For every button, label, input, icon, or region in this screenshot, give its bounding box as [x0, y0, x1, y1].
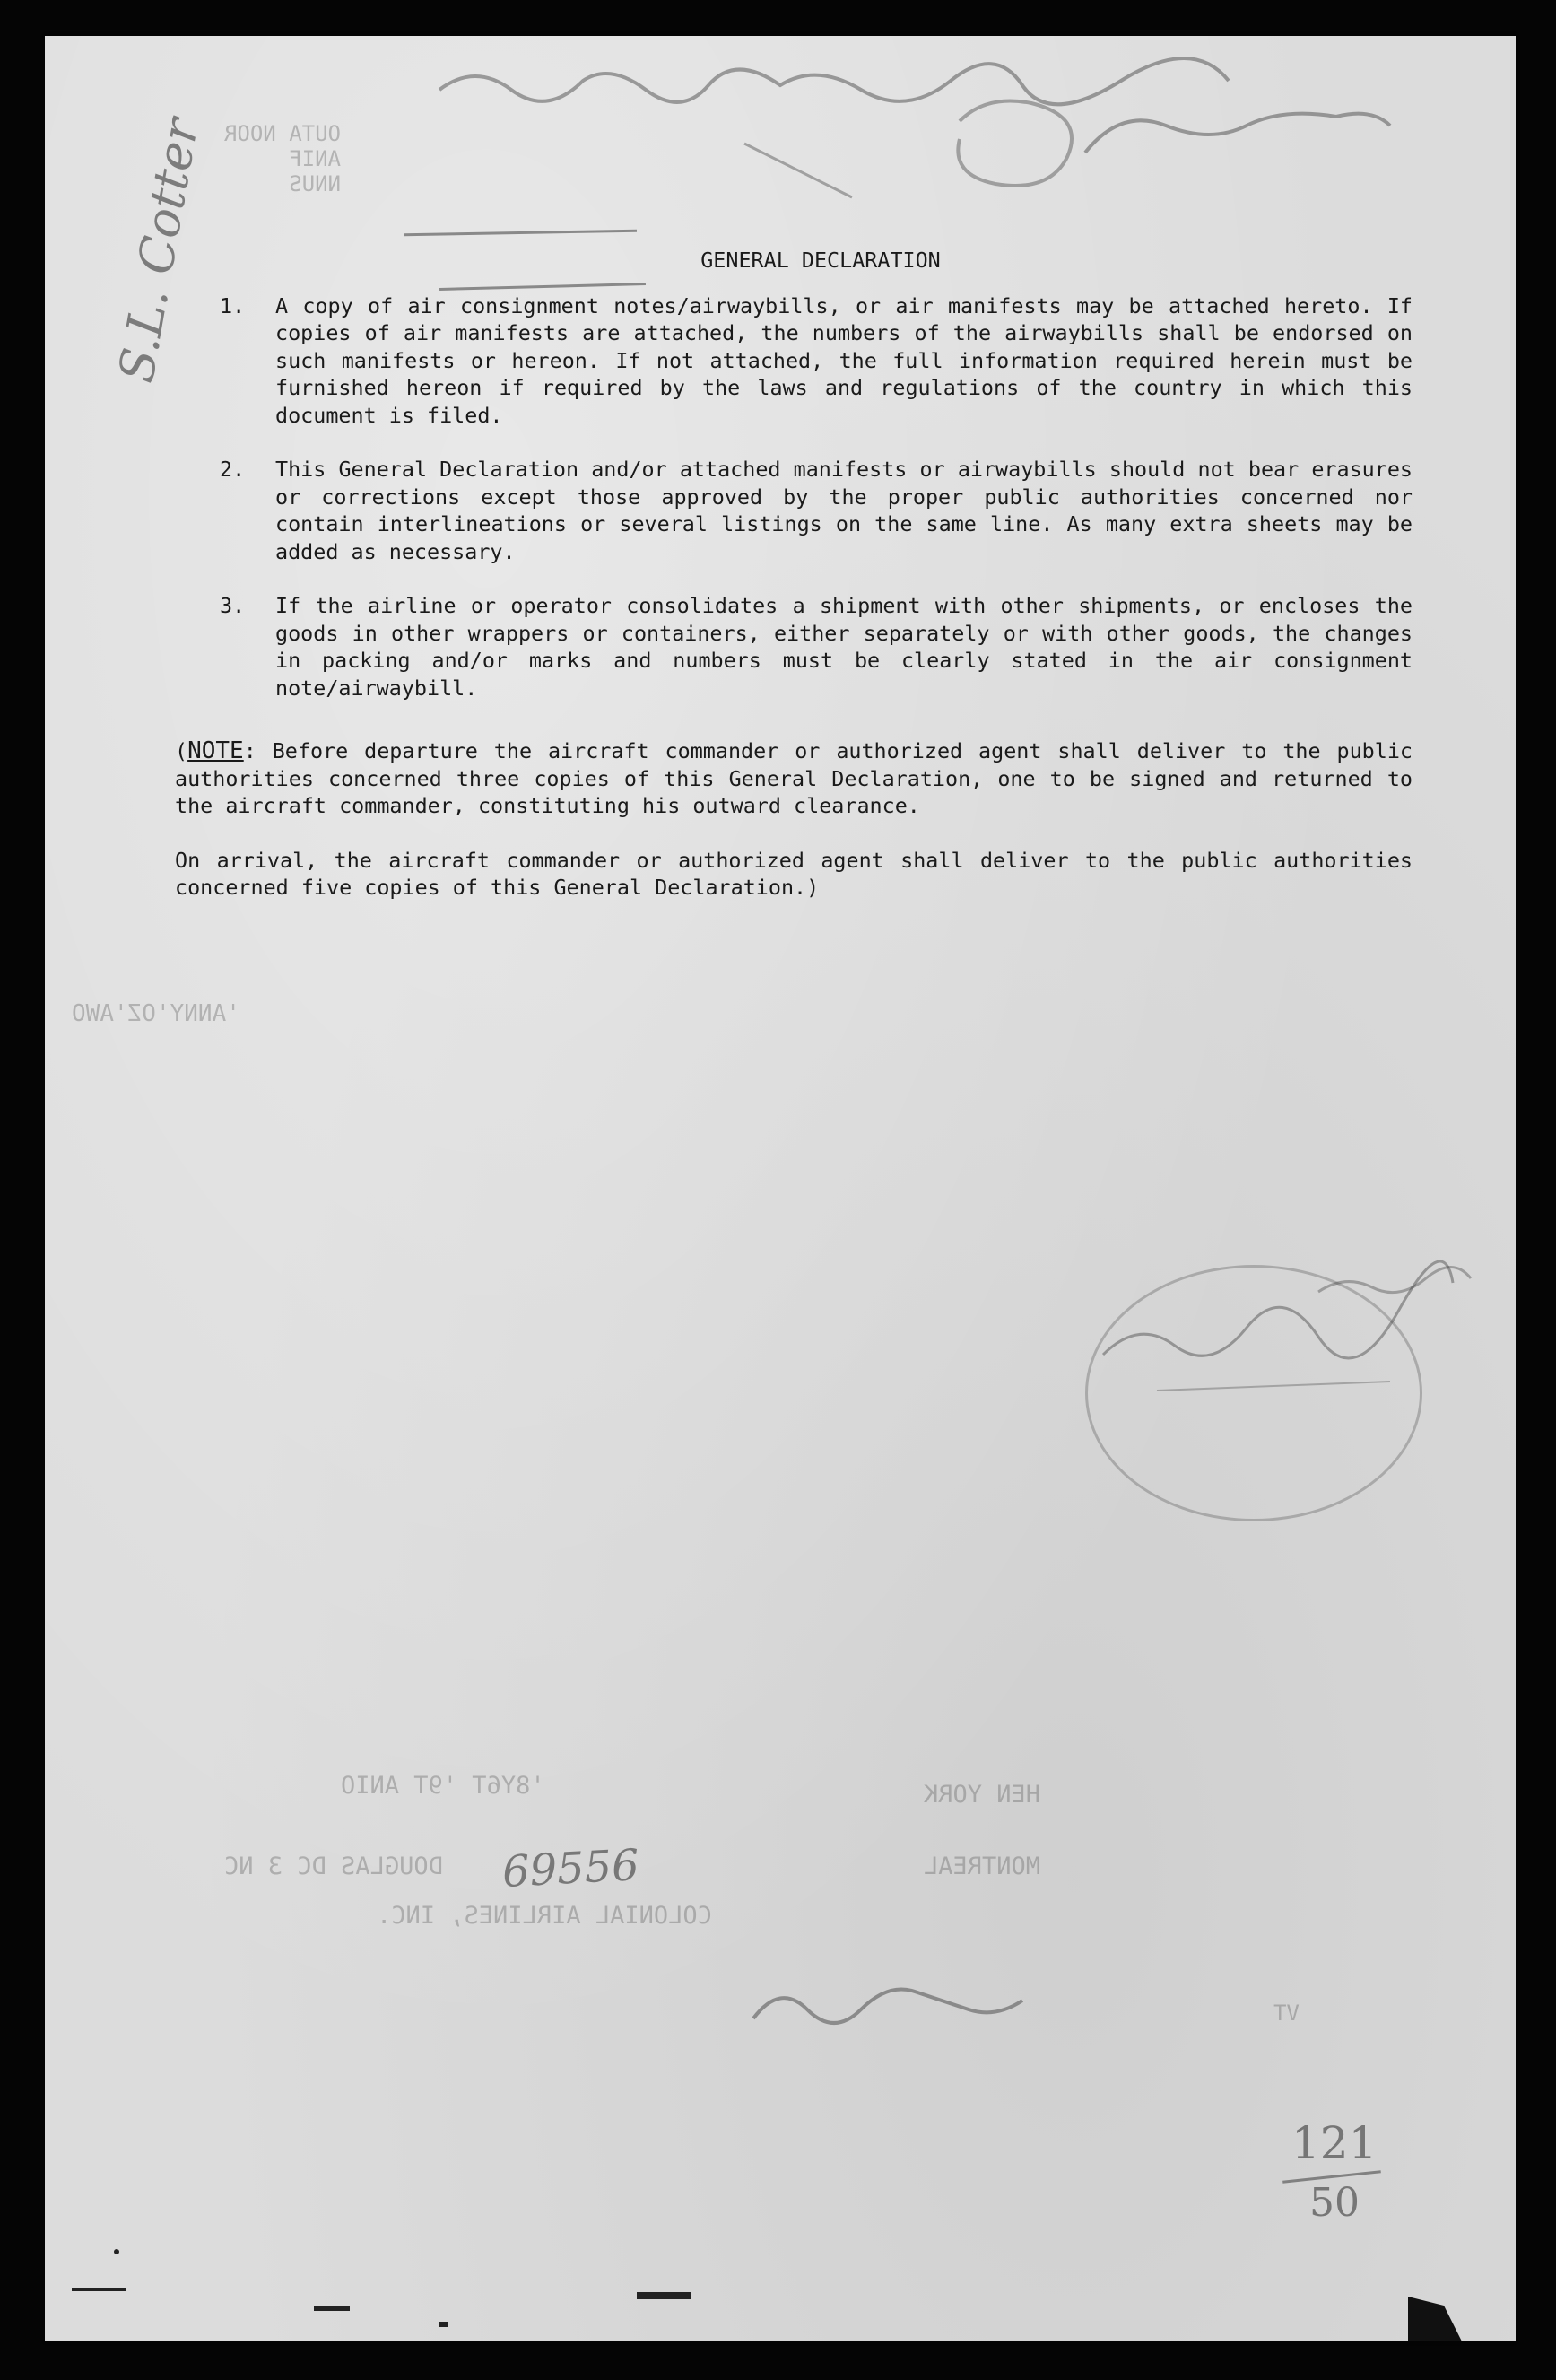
- list-item: [175, 592, 1413, 702]
- handwritten-number: 69556: [500, 1840, 641, 1897]
- signature-scribble: [422, 36, 1516, 242]
- item-number: 2.: [220, 457, 246, 482]
- note-text: : Before departure the aircraft commander or authorized agent shall deliver to the public authorities concerned three copies of this General Declaration, one to be signed and returned to the aircraft commander, constituting his outward clearance.: [175, 738, 1413, 818]
- page-title: GENERAL DECLARATION: [700, 248, 941, 273]
- item-text: This General Declaration and/or attached manifests or airwaybills should not bear erasures or corrections except those approved by the proper public authorities concerned nor contain interlineations or several listings on the same line. As many extra sheets may be added as necessary.: [275, 457, 1413, 564]
- scan-specks: [45, 2243, 1516, 2341]
- document-page: [45, 36, 1516, 2341]
- page-fraction-top: 121: [1291, 2117, 1378, 2169]
- item-number: 1.: [220, 292, 246, 318]
- arrival-paragraph: On arrival, the aircraft commander or authorized agent shall deliver to the public authorities concerned five copies of this General Declaration.): [175, 847, 1413, 900]
- bleed-through-text: DOUGLAS DC 3 NC: [224, 1853, 443, 1880]
- stamp-scribble: [1067, 1238, 1498, 1417]
- bleed-through-text: VT: [1273, 2001, 1300, 2026]
- note-label: NOTE: [187, 737, 244, 764]
- list-item: [175, 456, 1413, 565]
- bleed-through-text: COLONIAL AIRLINES, INC.: [377, 1902, 712, 1930]
- bleed-through-text: '8Y6T '9T ANIO: [341, 1772, 545, 1800]
- margin-handwriting: S.L. Cotter: [108, 114, 210, 387]
- list-item: [175, 292, 1413, 430]
- item-text: If the airline or operator consolidates a shipment with other shipments, or encloses the goods in other wrappers or containers, either separately or with other goods, the changes in packing and/or marks and numbers must be clearly stated in the air consignment note/airwaybill.: [275, 593, 1413, 701]
- bleed-through-text: OUTA NOOR ANIF NNUS: [224, 121, 342, 196]
- item-text: A copy of air consignment notes/airwaybills, or air manifests may be attached hereto. If copies of air manifests are attached, the numbers of the airwaybills shall be endorsed on such manifests or hereon. If not attached, the full information required herein must be furnished hereon if required by the laws and regulations of the country in which this document is filed.: [275, 292, 1413, 428]
- page-fraction-bottom: 50: [1309, 2180, 1360, 2226]
- note-paragraph: (NOTE: Before departure the aircraft commander or authorized agent shall deliver to the public authorities concerned three copies of this General Declaration, one to be signed and returned to the aircraft commander, constituting his outward clearance.: [175, 737, 1413, 818]
- bleed-through-text: HEN YORK: [924, 1781, 1041, 1809]
- bleed-through-text: 'ANNY'OZ'AWO: [72, 1000, 240, 1027]
- declaration-text: [175, 247, 1413, 902]
- item-number: 3.: [220, 593, 246, 618]
- bottom-signature-scribble: [744, 1974, 1040, 2054]
- bleed-through-text: MONTREAL: [924, 1853, 1041, 1880]
